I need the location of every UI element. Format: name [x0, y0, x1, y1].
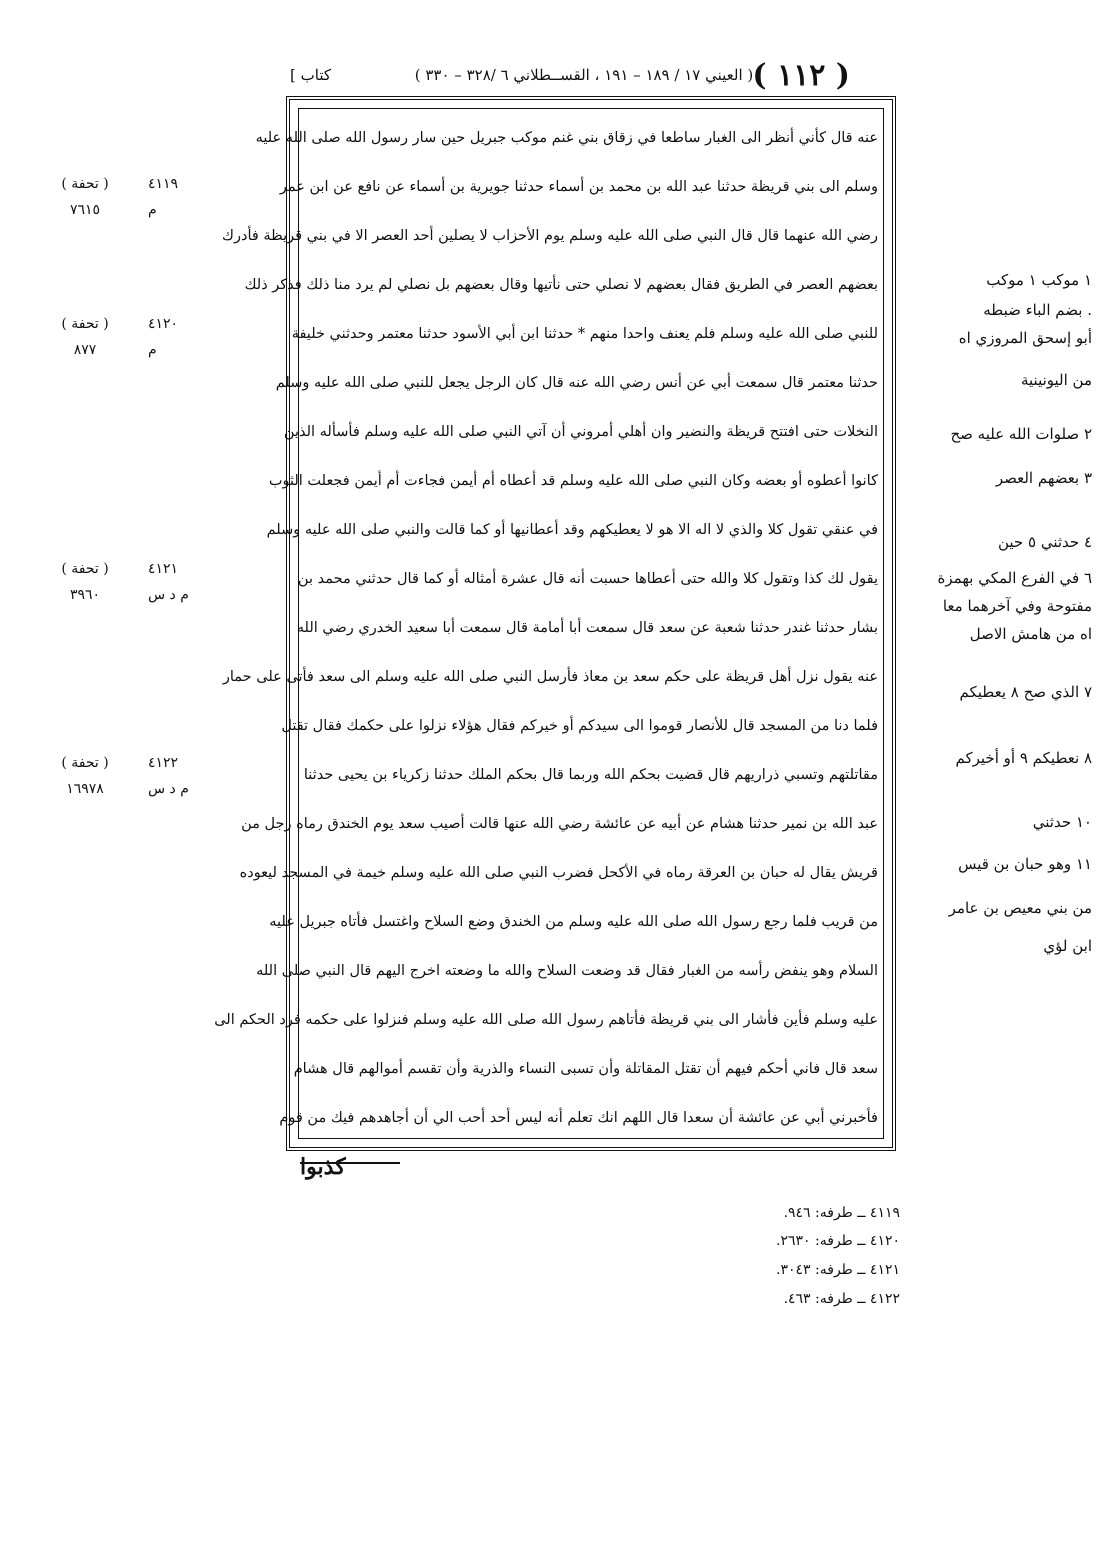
- text-line: وسلم الى بني قريظة حدثنا عبد الله بن محمد بن أسماء حدثنا جويرية بن أسماء عن نافع عن ابن عمر: [279, 179, 878, 195]
- text-line: مقاتلتهم وتسبي ذراريهم قال قضيت بحكم الله وربما قال بحكم الملك حدثنا زكرياء بن يحيى حدثنا: [303, 767, 878, 783]
- margin-note: ١ موكب ١ موكب: [986, 271, 1092, 289]
- margin-note: أبو إسحق المروزي اه: [958, 329, 1092, 347]
- margin-note: اه من هامش الاصل: [969, 625, 1092, 643]
- sources-sigla: م: [148, 202, 157, 218]
- sources-sigla: م: [148, 342, 157, 358]
- hadith-number: ٤١٢٠: [148, 316, 179, 332]
- footnote: ٤١٢١ ــ طرفه: ٣٠٤٣.: [776, 1262, 900, 1278]
- hadith-number: ٤١٢١: [148, 561, 179, 577]
- tuhfa-number: ٣٩٦٠: [69, 587, 101, 603]
- sources-sigla: م د س: [148, 587, 189, 603]
- footnote: ٤١١٩ ــ طرفه: ٩٤٦.: [783, 1205, 900, 1221]
- catchword: كذبوا: [300, 1154, 346, 1180]
- tuhfa-number: ٧٦١٥: [69, 202, 101, 218]
- footnote: ٤١٢٠ ــ طرفه: ٢٦٣٠.: [776, 1233, 900, 1249]
- sources-sigla: م د س: [148, 781, 189, 797]
- text-line: كانوا أعطوه أو بعضه وكان النبي صلى الله عليه وسلم قد أعطاه أم أيمن فجاءت أم أيمن فجعلت الثوب: [268, 473, 878, 489]
- text-line: عنه يقول نزل أهل قريظة على حكم سعد بن معاذ فأرسل النبي صلى الله عليه وسلم الى سعد فأتى على حمار: [222, 669, 878, 685]
- text-line: السلام وهو ينفض رأسه من الغبار فقال قد وضعت السلاح والله ما وضعته اخرج اليهم قال النبي صلى الله: [256, 963, 878, 979]
- text-line: قريش يقال له حبان بن العرقة رماه في الأكحل فضرب النبي صلى الله عليه وسلم خيمة في المسجد ليعوده: [239, 865, 878, 881]
- text-line: بعضهم العصر في الطريق فقال بعضهم لا نصلي حتى نأتيها وقال بعضهم بل نصلي لم يرد منا ذلك فذكر ذلك: [244, 277, 878, 293]
- text-line: للنبي صلى الله عليه وسلم فلم يعنف واحدا منهم * حدثنا ابن أبي الأسود حدثنا معتمر وحدثني خليفة: [291, 326, 878, 342]
- margin-note: مفتوحة وفي آخرهما معا: [942, 597, 1092, 615]
- hadith-number: ٤١١٩: [148, 176, 179, 192]
- tuhfa-label: ( تحفة ): [61, 755, 109, 771]
- page-number: ( ١١٢ ): [752, 58, 850, 93]
- text-line: حدثنا معتمر قال سمعت أبي عن أنس رضي الله عنه قال كان الرجل يجعل للنبي صلى الله عليه وسلم: [275, 375, 878, 391]
- margin-note: ٤ حدثني ٥ حين: [997, 533, 1092, 551]
- text-line: يقول لك كذا وتقول كلا والله حتى أعطاها حسبت أنه قال عشرة أمثاله أو كما قال حدثني محمد بن: [297, 571, 878, 587]
- tuhfa-label: ( تحفة ): [61, 316, 109, 332]
- margin-note: ٨ نعطيكم ٩ أو أخيركم: [955, 749, 1092, 767]
- text-frame: [214, 96, 896, 1151]
- margin-note: من بني معيص بن عامر: [948, 899, 1092, 917]
- book-label: [ كتاب: [290, 66, 331, 84]
- text-line: من قريب فلما رجع رسول الله صلى الله عليه وسلم من الخندق وضع السلاح واغتسل فأتاه جبريل عليه: [269, 914, 878, 930]
- catchword-rule: [300, 1162, 400, 1164]
- text-line: النخلات حتى افتتح قريظة والنضير وان أهلي أمروني أن آتي النبي صلى الله عليه وسلم فأسأله الذين: [283, 424, 878, 440]
- tuhfa-label: ( تحفة ): [61, 176, 109, 192]
- text-line: فلما دنا من المسجد قال للأنصار قوموا الى سيدكم أو خيركم فقال هؤلاء نزلوا على حكمك فقال تقتل: [281, 718, 878, 734]
- text-line: عبد الله بن نمير حدثنا هشام عن أبيه عن عائشة رضي الله عنها قالت أصيب سعد يوم الخندق رماه رجل من: [241, 816, 878, 832]
- text-line: رضي الله عنهما قال قال النبي صلى الله عليه وسلم يوم الأحزاب لا يصلين أحد العصر الا في بني قريظة فأدرك: [222, 228, 878, 244]
- margin-note: ٧ الذي صح ٨ يعطيكم: [959, 683, 1092, 701]
- text-line: بشار حدثنا غندر حدثنا شعبة عن سعد قال سمعت أبا أمامة قال سمعت أبا سعيد الخدري رضي الله: [296, 620, 878, 636]
- margin-note: ١٠ حدثني: [1032, 813, 1092, 831]
- tuhfa-number: ٨٧٧: [73, 342, 97, 358]
- margin-note: . بضم الباء ضبطه: [983, 301, 1092, 319]
- text-line: فأخبرني أبي عن عائشة أن سعدا قال اللهم انك تعلم أنه ليس أحد أحب الي أن أجاهدهم فيك من قوم: [279, 1110, 878, 1126]
- margin-note: من اليونينية: [1020, 371, 1092, 389]
- tuhfa-number: ١٦٩٧٨: [66, 781, 104, 797]
- footnote: ٤١٢٢ ــ طرفه: ٤٦٣.: [783, 1291, 900, 1307]
- text-line: عنه قال كأني أنظر الى الغبار ساطعا في زقاق بني غنم موكب جبريل حين سار رسول الله صلى الله عليه: [255, 130, 878, 146]
- hadith-number: ٤١٢٢: [148, 755, 179, 771]
- text-line: سعد قال فاني أحكم فيهم أن تقتل المقاتلة وأن تسبى النساء والذرية وأن تقسم أموالهم قال هشام: [293, 1061, 878, 1077]
- margin-note: ١١ وهو حبان بن قيس: [958, 855, 1092, 873]
- text-line: عليه وسلم فأين فأشار الى بني قريظة فأتاهم رسول الله صلى الله عليه وسلم فنزلوا على حكمه فرد الحكم الى: [214, 1012, 878, 1028]
- text-line: في عنقي تقول كلا والذي لا اله الا هو لا يعطيكهم وقد أعطانيها أو كما قالت والنبي صلى الله عليه وسلم: [266, 522, 878, 538]
- reference-line: ( العيني ١٧ / ١٨٩ – ١٩١ ، القســطلاني ٦ /٣٢٨ – ٣٣٠ ): [414, 66, 754, 84]
- margin-note: ٦ في الفرع المكي بهمزة: [937, 569, 1092, 587]
- tuhfa-label: ( تحفة ): [61, 561, 109, 577]
- margin-note: ابن لؤي: [1043, 937, 1092, 955]
- margin-note: ٢ صلوات الله عليه صح: [950, 425, 1092, 443]
- margin-note: ٣ بعضهم العصر: [995, 469, 1092, 487]
